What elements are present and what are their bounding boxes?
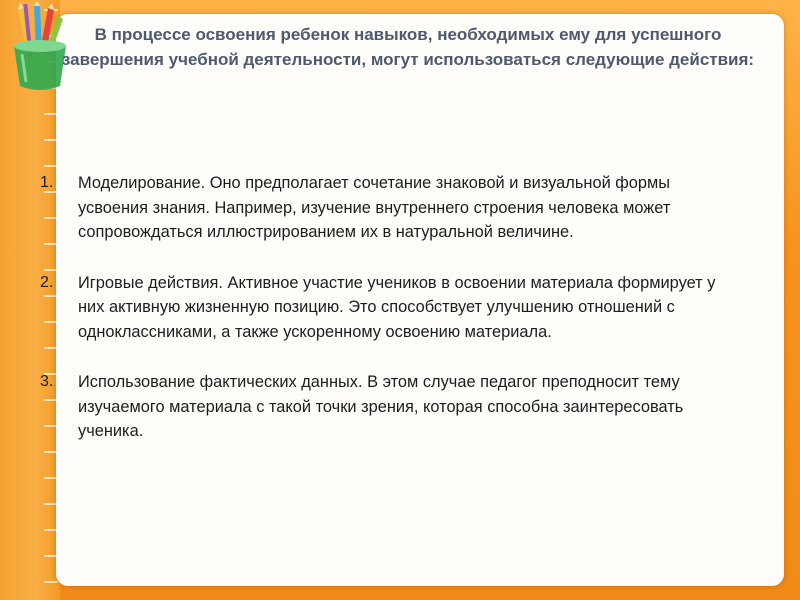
list-item-text: Использование фактических данных. В этом случае педагог преподносит тему изучаемого материала с такой точки зрения, которая способна заинтересовать ученика. [78, 373, 684, 440]
list-item [0, 171, 740, 245]
list-number: 2. [40, 273, 54, 291]
list-item [0, 271, 740, 345]
list-number: 1. [40, 174, 54, 191]
list-item [0, 370, 740, 444]
list-item-text: Игровые действия. Активное участие учеников в освоении материала формирует у них активную жизненную позицию. Это способствует улучшению отношений с одноклассниками, а также ускоренному освоению материала. [78, 273, 716, 341]
list-number: 3. [40, 373, 54, 390]
list-item-text: Моделирование. Оно предполагает сочетание знаковой и визуальной формы усвоения знания. Например, изучение внутреннего строения человека может сопровождаться иллюстрированием их в натуральной величине. [78, 174, 671, 241]
slide-title: В процессе освоения ребенок навыков, необходимых ему для успешного завершения учебной деятельности, могут использоваться следующие действия: [61, 25, 755, 69]
numbered-list [0, 171, 740, 470]
